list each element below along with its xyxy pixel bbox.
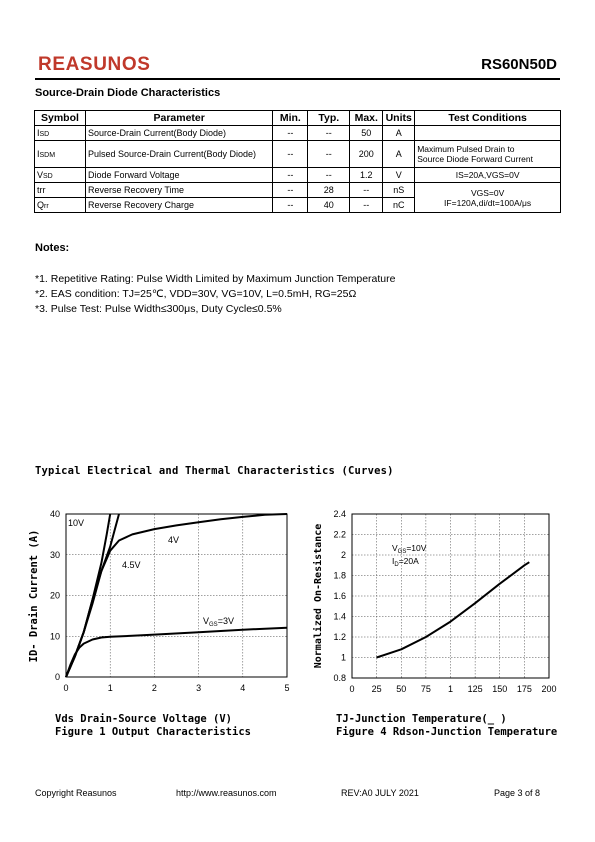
header-cell: Symbol (35, 111, 86, 126)
symbol-cell (35, 168, 86, 183)
symbol-main: V (37, 170, 44, 180)
table-row (35, 141, 561, 168)
y-tick-label: 0 (54, 672, 60, 682)
footer-revision: REV:A0 JULY 2021 (341, 788, 419, 798)
x-tick-label: 75 (420, 684, 431, 694)
y-tick-labels (50, 509, 60, 682)
symbol-sub: SDM (39, 152, 56, 159)
symbol-main: I (37, 149, 40, 159)
conditions-cell (415, 141, 561, 168)
symbol-sub: SD (39, 131, 50, 138)
symbol-main: I (37, 128, 40, 138)
parameter-cell: Pulsed Source-Drain Current(Body Diode) (85, 141, 272, 168)
chart-grid (352, 514, 549, 678)
x-tick-label: 2 (151, 683, 157, 693)
parameter-cell: Reverse Recovery Time (85, 183, 272, 198)
label-tail: =10V (406, 543, 427, 553)
units-cell: A (383, 126, 415, 141)
y-tick-label: 1 (340, 652, 346, 663)
units-cell: nS (383, 183, 415, 198)
figure1-caption: Figure 1 Output Characteristics (55, 726, 251, 738)
figure1-xlabel: Vds Drain-Source Voltage (V) (55, 713, 233, 725)
footer-page-number: Page 3 of 8 (494, 788, 541, 798)
figure4-xlabel: TJ-Junction Temperature(_ ) (336, 713, 507, 725)
x-tick-label: 175 (516, 684, 532, 694)
x-tick-labels (63, 683, 289, 693)
series-line (66, 628, 287, 677)
note-item: *3. Pulse Test: Pulse Width≤300μs, Duty Cycle≤0.5% (35, 303, 282, 315)
table-header-row (35, 111, 561, 126)
symbol-cell (35, 126, 86, 141)
conditions-cell: IS=20A,VGS=0V (415, 168, 561, 183)
condition-line: Source Diode Forward Current (417, 154, 533, 164)
y-axis-label: ID- Drain Current (A) (28, 529, 40, 663)
table-row (35, 168, 561, 183)
series-lines (377, 562, 530, 657)
typ-cell: -- (308, 168, 350, 183)
y-tick-labels (333, 509, 346, 683)
note-item: *1. Repetitive Rating: Pulse Width Limited by Maximum Junction Temperature (35, 273, 396, 285)
series-label-10v: 10V (68, 518, 85, 528)
conditions-cell (415, 183, 561, 213)
min-cell: -- (273, 183, 308, 198)
y-tick-label: 20 (49, 590, 60, 601)
typ-cell: 40 (308, 198, 350, 213)
symbol-main: trr (37, 185, 46, 195)
typ-cell: -- (308, 141, 350, 168)
condition-line: Maximum Pulsed Drain to (417, 144, 515, 154)
y-tick-label: 1.4 (333, 611, 346, 622)
y-tick-label: 10 (49, 631, 60, 642)
typ-cell: 28 (308, 183, 350, 198)
y-tick-label: 1.8 (333, 570, 346, 581)
conditions-cell (415, 126, 561, 141)
x-tick-label: 0 (349, 684, 355, 694)
x-tick-label: 3 (196, 683, 202, 693)
min-cell: -- (273, 168, 308, 183)
header-cell: Parameter (85, 111, 272, 126)
label-main: I (392, 556, 395, 566)
curves-section-title: Typical Electrical and Thermal Characteristics (Curves) (35, 465, 394, 477)
notes-title: Notes: (35, 242, 70, 254)
header-cell: Min. (273, 111, 308, 126)
x-tick-labels (349, 684, 556, 694)
y-tick-label: 2.4 (333, 509, 346, 519)
y-tick-label: 2 (340, 550, 346, 560)
diode-characteristics-table (34, 110, 561, 213)
condition-line: IF=120A,di/dt=100A/μs (444, 197, 532, 208)
units-cell: V (383, 168, 415, 183)
condition-line: VGS=0V (470, 187, 505, 198)
x-tick-label: 1 (447, 684, 454, 694)
x-tick-label: 50 (396, 684, 407, 694)
symbol-sub: rr (44, 203, 49, 210)
max-cell: 1.2 (350, 168, 383, 183)
parameter-cell: Diode Forward Voltage (85, 168, 272, 183)
note-item: *2. EAS condition: TJ=25℃, VDD=30V, VG=10V, L=0.5mH, RG=25Ω (35, 288, 357, 300)
x-tick-label: 4 (240, 683, 246, 693)
y-tick-label: 40 (49, 509, 60, 519)
max-cell: -- (350, 198, 383, 213)
x-tick-label: 0 (63, 683, 69, 693)
brand-logo: REASUNOS (38, 54, 151, 75)
x-tick-label: 5 (284, 683, 290, 693)
y-tick-label: 1.2 (333, 632, 346, 642)
max-cell: 50 (350, 126, 383, 141)
y-axis-label: Normalized On-Resistance (313, 523, 324, 669)
x-tick-label: 200 (541, 684, 557, 694)
units-cell: A (383, 141, 415, 168)
footer-copyright: Copyright Reasunos (35, 788, 117, 798)
section-title: Source-Drain Diode Characteristics (35, 87, 221, 99)
rdson-temperature-chart (310, 500, 560, 700)
table-row (35, 183, 561, 198)
header-cell: Typ. (308, 111, 350, 126)
footer-url[interactable]: http://www.reasunos.com (176, 788, 277, 798)
max-cell: 200 (350, 141, 383, 168)
condition-label-vgs (392, 543, 427, 555)
series-label-4v: 4V (168, 535, 180, 545)
y-tick-label: 30 (49, 549, 60, 560)
symbol-sub: SD (43, 173, 53, 180)
header-cell: Test Conditions (415, 111, 561, 126)
header-cell: Max. (350, 111, 383, 126)
output-characteristics-chart (22, 500, 302, 700)
min-cell: -- (273, 141, 308, 168)
table-row (35, 126, 561, 141)
label-tail: =3V (217, 616, 234, 626)
x-tick-label: 150 (492, 684, 508, 694)
x-tick-label: 1 (107, 683, 113, 693)
header-cell: Units (383, 111, 415, 126)
x-tick-label: 25 (371, 684, 382, 694)
x-tick-label: 125 (467, 684, 483, 694)
parameter-cell: Source-Drain Current(Body Diode) (85, 126, 272, 141)
header-rule (35, 78, 560, 80)
label-sub: GS (209, 622, 218, 628)
series-label-3v (203, 616, 234, 628)
min-cell: -- (273, 126, 308, 141)
symbol-main: Q (37, 200, 45, 210)
label-main: V (392, 543, 398, 553)
label-sub: GS (397, 549, 407, 555)
symbol-cell (35, 198, 86, 213)
figure4-caption: Figure 4 Rdson-Junction Temperature (336, 726, 558, 738)
typ-cell: -- (308, 126, 350, 141)
condition-label-id (392, 556, 419, 568)
min-cell: -- (273, 198, 308, 213)
units-cell: nC (383, 198, 415, 213)
series-label-4-5v: 4.5V (122, 560, 141, 570)
parameter-cell: Reverse Recovery Charge (85, 198, 272, 213)
label-tail: =20A (398, 556, 419, 566)
y-tick-label: 0.8 (333, 673, 346, 683)
symbol-cell (35, 141, 86, 168)
max-cell: -- (350, 183, 383, 198)
y-tick-label: 2.2 (333, 529, 346, 540)
series-line (377, 562, 530, 657)
label-main: V (203, 616, 210, 626)
label-sub: D (394, 562, 399, 568)
part-number: RS60N50D (481, 56, 557, 73)
y-tick-label: 1.6 (333, 591, 346, 601)
symbol-cell (35, 183, 86, 198)
